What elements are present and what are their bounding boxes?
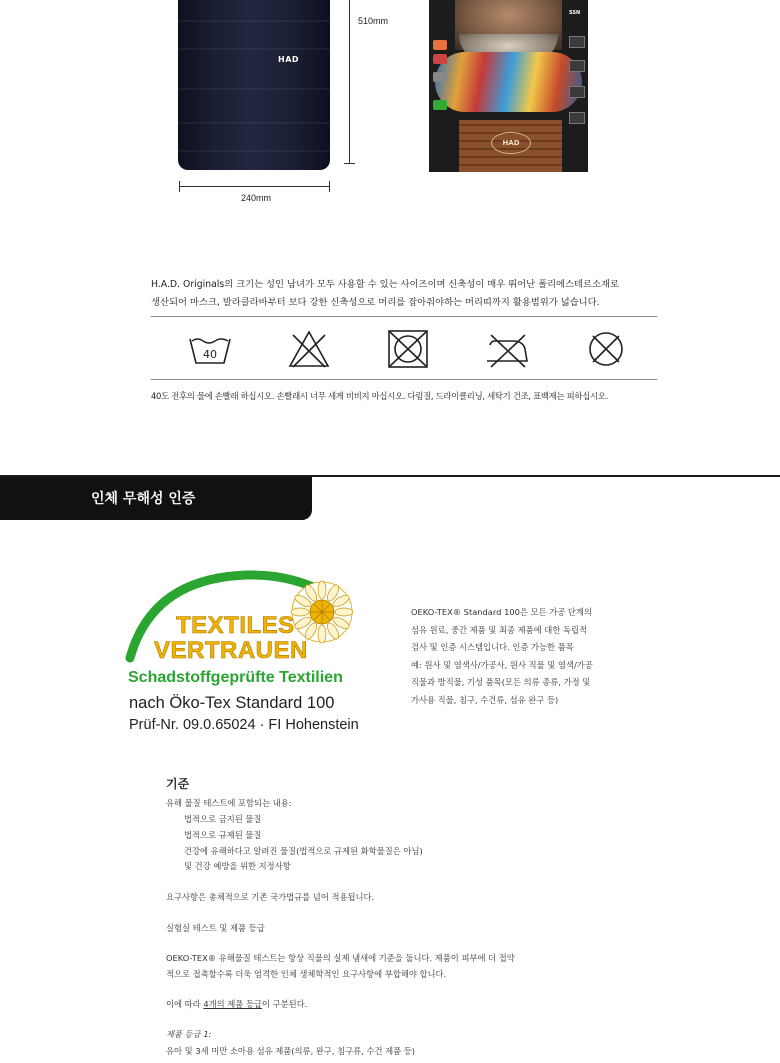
width-dimension-cap-left xyxy=(179,181,180,192)
logo-text-textiles: TEXTILES xyxy=(176,612,295,639)
classes-prefix: 이에 따라 xyxy=(166,999,204,1009)
height-dimension-label: 510mm xyxy=(358,16,389,26)
criteria-classes-line xyxy=(166,998,307,1010)
width-dimension-line xyxy=(180,186,329,187)
oeko-description-line: OEKO-TEX® Standard 100은 모든 가공 단계의 xyxy=(411,607,592,617)
no-tumble-dry-icon xyxy=(386,329,430,369)
width-dimension-label: 240mm xyxy=(241,193,272,203)
criteria-intro: 유해 물질 테스트에 포함되는 내용: xyxy=(166,798,292,808)
criteria-title: 기준 xyxy=(166,777,190,791)
height-dimension-line xyxy=(349,0,350,163)
no-iron-icon xyxy=(485,329,529,369)
criteria-requirement: 요구사항은 총체적으로 기존 국가법규를 넘어 적용됩니다. xyxy=(166,892,375,902)
care-instructions-text: 40도 전후의 물에 손빨래 하십시오. 손빨래시 너무 세게 비비지 마십시오. 다림질, 드라이클리닝, 세탁기 건조, 표백제는 피하십시오. xyxy=(151,391,608,401)
package-badge xyxy=(569,36,585,48)
class1-description: 유아 및 3세 미만 소아용 섬유 제품(의류, 완구, 침구류, 수건 제품 등) xyxy=(166,1046,416,1056)
no-dry-clean-icon xyxy=(584,329,628,369)
package-badge xyxy=(569,86,585,98)
package-badge xyxy=(433,100,447,110)
oeko-description-line: 예: 원사 및 염색사/가공사, 원사 직물 및 염색/가공 xyxy=(411,659,593,670)
colorful-scarf xyxy=(435,52,582,112)
sun-flower-icon xyxy=(291,581,353,643)
size-description-line: H.A.D. Originals의 크기는 성인 남녀가 모두 사용할 수 있는 사이즈이며 신축성이 매우 뛰어난 폴리에스테르소재로 xyxy=(151,279,619,290)
height-dimension-cap xyxy=(344,163,355,164)
product-packaging-image xyxy=(429,0,588,172)
oeko-description-line: 섬유 원료, 중간 제품 및 최종 제품에 대한 독립적 xyxy=(411,624,588,635)
package-badge xyxy=(433,72,447,82)
divider xyxy=(151,316,657,317)
criteria-item: 건강에 유해하다고 알려진 물질(법적으로 규제된 화학물질은 아님) xyxy=(184,846,423,856)
criteria-lab-heading: 실험실 테스트 및 제품 등급 xyxy=(166,923,265,933)
crate-brand-logo: HAD xyxy=(491,132,531,154)
width-dimension-cap-right xyxy=(329,181,330,192)
product-neck-gaiter-image xyxy=(178,0,330,170)
classes-suffix: 이 구분된다. xyxy=(262,999,308,1009)
class1-title: 제품 등급 1: xyxy=(166,1029,212,1039)
package-badge xyxy=(569,112,585,124)
no-bleach-icon xyxy=(287,329,331,369)
oeko-description-line: 검사 및 인증 시스템입니다. 인증 가능한 품목 xyxy=(411,642,574,653)
logo-text-schadstoff: Schadstoffgeprüfte Textilien xyxy=(128,669,343,686)
size-description xyxy=(151,276,671,312)
package-badge xyxy=(433,54,447,64)
logo-text-pruef-nr: Prüf-Nr. 09.0.65024 · FI Hohenstein xyxy=(129,717,359,733)
criteria-test-line: OEKO-TEX® 유해물질 테스트는 항상 직물의 실제 냄새에 기준을 둡니다. 제품이 피부에 더 접약 xyxy=(166,953,515,963)
package-badge xyxy=(433,40,447,50)
wash-40-icon xyxy=(188,329,232,369)
criteria-test-line: 적으로 접촉할수록 더욱 엄격한 인체 생체학적인 요구사항에 부합해야 합니다. xyxy=(166,969,447,979)
tube-brand-logo: HAD xyxy=(278,55,300,64)
logo-text-vertrauen: VERTRAUEN xyxy=(154,637,308,664)
package-badge xyxy=(569,60,585,72)
package-ssn-badge: SSN xyxy=(569,10,581,16)
size-description-line: 생산되어 마스크, 발라클라바부터 보다 강한 신축성으로 머리를 잡아줘야하는 머리띠까지 활용범위가 넓습니다. xyxy=(151,297,600,308)
oeko-description-line: 직물과 방직물, 기성 품목(모든 의류 종류, 가정 및 xyxy=(411,677,591,688)
wash-temp-label: 40 xyxy=(203,348,217,361)
logo-text-standard: nach Öko-Tex Standard 100 xyxy=(129,694,335,712)
criteria-item: 법적으로 규제된 물질 xyxy=(184,830,262,840)
divider xyxy=(151,379,657,380)
oeko-tex-description xyxy=(411,604,661,710)
criteria-item: 및 건강 예방을 위한 지정사항 xyxy=(184,861,291,871)
criteria-item: 법적으로 금지된 물질 xyxy=(184,814,262,824)
classes-link[interactable]: 4개의 제품 등급 xyxy=(203,999,262,1009)
oeko-description-line: 가사용 직물, 침구, 수건류, 섬유 완구 등) xyxy=(411,694,559,705)
section-title: 인체 무해성 인증 xyxy=(91,491,196,507)
